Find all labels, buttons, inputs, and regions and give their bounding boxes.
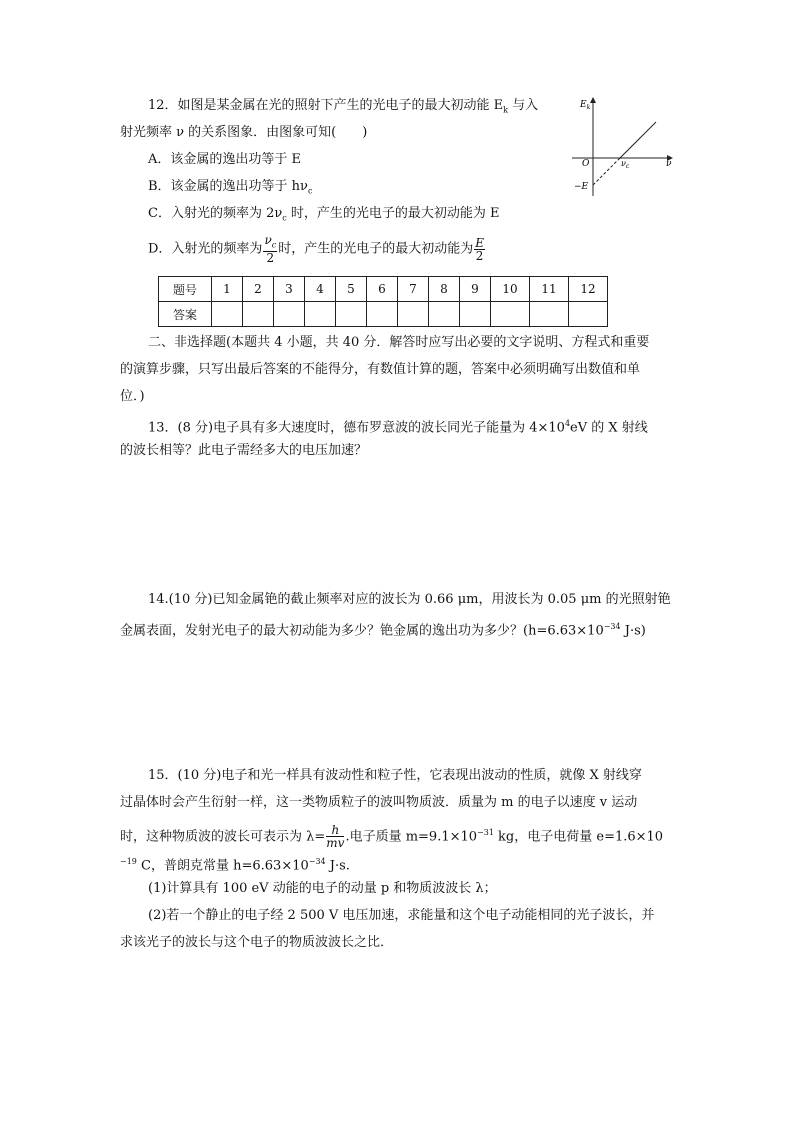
q12-option-d-text: D．入射光的频率为 — [148, 241, 263, 257]
neg-e-label: −E — [574, 182, 589, 192]
q15-line4-sup2: −34 — [308, 857, 326, 866]
q12-option-c-end: 时，产生的光电子的最大初动能为 E — [286, 206, 500, 221]
q15-line4-sup: −19 — [120, 857, 137, 866]
frac-num-sub: c — [271, 240, 277, 250]
table-cell: 1 — [212, 277, 243, 302]
q15-sub1: (1)计算具有 100 eV 动能的电子的动量 p 和物质波波长 λ； — [148, 881, 497, 896]
q12-line1-end: 与入 — [508, 98, 539, 113]
frac-den: 2 — [266, 251, 275, 266]
y-axis-label: $E_k$ — [580, 100, 591, 111]
answer-cell[interactable] — [398, 302, 429, 327]
table-row-answers — [159, 302, 608, 327]
answer-cell[interactable] — [530, 302, 569, 327]
q15-line4-end: J·s. — [325, 858, 350, 874]
q12-option-d-mid: 时，产生的光电子的最大初动能为 — [278, 241, 474, 257]
answer-cell[interactable] — [429, 302, 460, 327]
q12-option-c — [148, 205, 500, 228]
answer-cell[interactable] — [569, 302, 608, 327]
wavelength-fraction — [326, 824, 344, 849]
q15-line3-text: 时，这种物质波的波长可表示为 λ= — [120, 829, 326, 845]
table-cell: 10 — [491, 277, 530, 302]
answer-table — [158, 276, 608, 327]
q13-line2: 的波长相等？此电子需经多大的电压加速？ — [120, 443, 368, 458]
table-header-answer: 答案 — [159, 302, 212, 327]
table-cell: 7 — [398, 277, 429, 302]
section2-line3: 位．) — [120, 389, 145, 404]
q15-line3-sup: −31 — [477, 828, 494, 837]
q15-sub2-line2: 求该光子的波长与这个电子的物质波波长之比． — [120, 935, 394, 950]
q12-line1-sub: k — [503, 105, 509, 115]
answer-cell[interactable] — [336, 302, 367, 327]
frac-num: ν — [264, 233, 272, 247]
table-cell: 12 — [569, 277, 608, 302]
q15-line3-end: kg，电子电荷量 e=1.6×10 — [493, 829, 664, 845]
table-cell: 3 — [274, 277, 305, 302]
q12-option-c-sub: c — [282, 213, 287, 223]
answer-cell[interactable] — [212, 302, 243, 327]
ek-line-extension — [593, 158, 620, 185]
ek-frequency-graph — [568, 92, 680, 200]
q14-line2-text: 金属表面，发射光电子的最大初动能为多少？铯金属的逸出功为多少？(h=6.63×10 — [120, 623, 604, 639]
frac2-den: 2 — [475, 248, 484, 263]
q13-line1-end: eV 的 X 射线 — [570, 420, 648, 436]
table-cell: 6 — [367, 277, 398, 302]
q15-line4-text: C，普朗克常量 h=6.63×10 — [136, 858, 309, 874]
q12-option-b — [148, 178, 312, 201]
q12-option-d — [148, 234, 486, 264]
q15-line3-mid: .电子质量 m=9.1×10 — [345, 829, 478, 845]
q13-line1 — [148, 415, 648, 437]
table-cell: 9 — [460, 277, 491, 302]
table-cell: 4 — [305, 277, 336, 302]
q13-line1-text: 13．(8 分)电子具有多大速度时，德布罗意波的波长同光子能量为 4×10 — [148, 420, 565, 436]
frac2-num: E — [475, 235, 484, 250]
answer-cell[interactable] — [460, 302, 491, 327]
vc-label: $\nu_c$ — [621, 159, 630, 170]
q15-line3 — [120, 820, 663, 850]
x-axis-label: ν — [666, 159, 672, 169]
q12-option-a: A．该金属的逸出功等于 E — [148, 152, 302, 167]
q15-line1: 15．(10 分)电子和光一样具有波动性和粒子性，它表现出波动的性质，就像 X 射线穿 — [148, 768, 642, 783]
origin-label: O — [582, 159, 590, 169]
q12-option-b-text: B．该金属的逸出功等于 hν — [148, 179, 308, 194]
q13-line1-sup: 4 — [564, 419, 571, 428]
frac-num: h — [326, 824, 344, 837]
q14-line2-end: J·s) — [620, 623, 646, 639]
section2-line2: 的演算步骤，只写出最后答案的不能得分，有数值计算的题，答案中必须明确写出数值和单 — [120, 362, 641, 377]
table-cell: 2 — [243, 277, 274, 302]
q14-line2 — [120, 618, 646, 640]
frac-den: mv — [326, 836, 345, 851]
q12-option-b-sub: c — [307, 186, 313, 196]
table-cell: 11 — [530, 277, 569, 302]
q15-line4 — [120, 853, 350, 875]
answer-cell[interactable] — [367, 302, 398, 327]
table-cell: 5 — [336, 277, 367, 302]
q12-option-d-fraction — [263, 234, 277, 264]
answer-cell[interactable] — [274, 302, 305, 327]
answer-cell[interactable] — [305, 302, 336, 327]
q15-sub2-line1: (2)若一个静止的电子经 2 500 V 电压加速，求能量和这个电子动能相同的光子波长，并 — [148, 908, 655, 923]
q14-line2-sup: −34 — [603, 622, 621, 631]
q12-option-d-fraction2 — [474, 237, 485, 262]
answer-cell[interactable] — [491, 302, 530, 327]
table-cell: 8 — [429, 277, 460, 302]
table-header-number: 题号 — [159, 277, 212, 302]
q15-line2: 过晶体时会产生衍射一样，这一类物质粒子的波叫物质波．质量为 m 的电子以速度 v 运动 — [120, 795, 638, 810]
ek-line — [620, 122, 656, 158]
q12-line1 — [148, 97, 538, 120]
q12-option-c-text: C．入射光的频率为 2ν — [148, 206, 283, 221]
q12-line1-text: 12．如图是某金属在光的照射下产生的光电子的最大初动能 E — [148, 98, 504, 113]
table-row-numbers — [159, 277, 608, 302]
q12-line2: 射光频率 ν 的关系图象．由图象可知( ) — [120, 125, 368, 140]
q14-line1: 14.(10 分)已知金属铯的截止频率对应的波长为 0.66 μm，用波长为 0.05 μm 的光照射铯 — [148, 592, 671, 607]
section2-line1: 二、非选择题(本题共 4 小题，共 40 分．解答时应写出必要的文字说明、方程式和重要 — [148, 335, 650, 350]
answer-cell[interactable] — [243, 302, 274, 327]
